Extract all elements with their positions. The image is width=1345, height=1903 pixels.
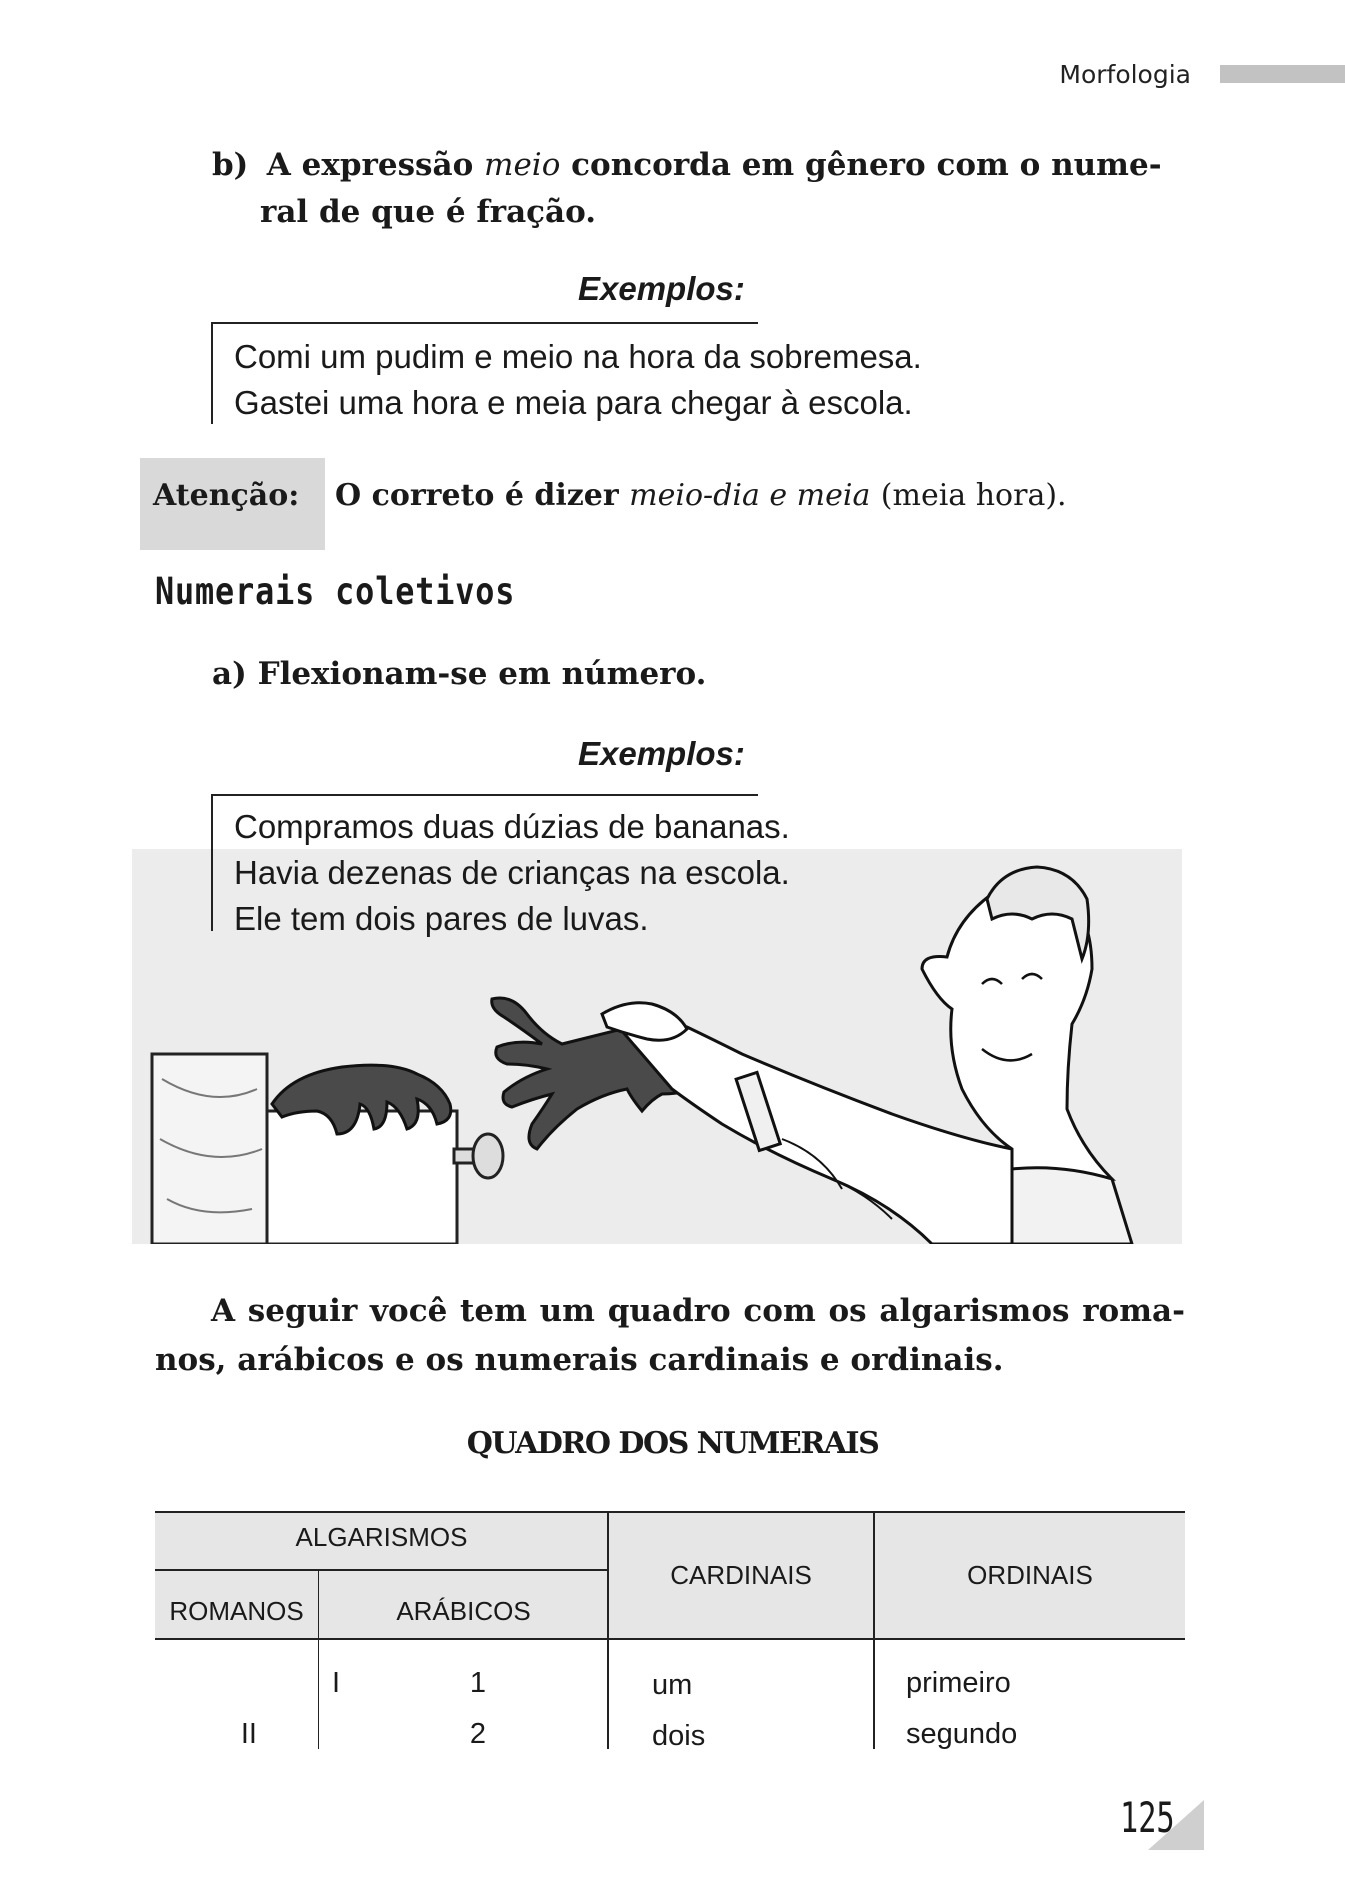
page-number: 125 — [1120, 1793, 1175, 1842]
table-title: QUADRO DOS NUMERAIS — [466, 1426, 879, 1461]
examples-heading-2: Exemplos: — [578, 735, 745, 772]
cell-arabic-1: 1 — [469, 1667, 486, 1699]
example-line: Ele tem dois pares de luvas. — [234, 900, 649, 937]
examples-box-2 — [211, 794, 790, 937]
item-a-text: Flexionam-se em número. — [257, 656, 707, 692]
section-title: Numerais coletivos — [155, 570, 516, 613]
header-arabicos: ARÁBICOS — [396, 1596, 531, 1626]
attention-label: Atenção: — [153, 478, 300, 513]
item-b-line2: ral de que é fração. — [260, 194, 597, 230]
running-head: Morfologia — [1059, 60, 1191, 89]
item-b-italic: meio — [484, 147, 561, 183]
example-line: Gastei uma hora e meia para chegar à escola. — [234, 384, 913, 421]
cell-ordinal-1: primeiro — [906, 1667, 1011, 1699]
table-header-rule — [155, 1638, 1185, 1640]
intro-paragraph — [155, 1287, 1185, 1385]
header-bar — [1220, 65, 1345, 83]
cell-arabic-2: 2 — [469, 1718, 486, 1750]
table-group-rule — [155, 1569, 608, 1571]
attention-text — [335, 478, 1067, 513]
examples-box-1 — [211, 322, 922, 424]
header-cardinais: CARDINAIS — [670, 1560, 812, 1590]
example-line: Compramos duas dúzias de bananas. — [234, 808, 790, 845]
cell-roman-1: I — [331, 1667, 340, 1699]
item-b — [212, 142, 1187, 236]
item-a-marker: a) — [212, 656, 247, 692]
header-algarismos: ALGARISMOS — [295, 1522, 468, 1552]
cell-ordinal-2: segundo — [906, 1718, 1018, 1750]
item-a — [212, 656, 706, 692]
intro-line-2: nos, arábicos e os numerais cardinais e ordinais. — [155, 1342, 1004, 1378]
cell-cardinal-1: um — [652, 1669, 693, 1701]
item-b-pre: A expressão — [266, 147, 474, 183]
attention-italic: meio-dia e meia — [629, 478, 871, 513]
example-line: Havia dezenas de crianças na escola. — [234, 854, 790, 891]
table-divider-romanos — [318, 1571, 319, 1749]
examples-heading-1: Exemplos: — [578, 270, 745, 307]
table-top-rule — [155, 1511, 1185, 1513]
intro-line-1: A seguir você tem um quadro com os algarismos roma- — [211, 1293, 1185, 1329]
item-b-marker: b) — [212, 147, 249, 183]
table-divider-cardinais — [873, 1511, 875, 1749]
item-b-post: concorda em gênero com o nume- — [571, 147, 1162, 183]
example-line: Comi um pudim e meio na hora da sobremesa. — [234, 338, 922, 375]
header-romanos: ROMANOS — [169, 1596, 304, 1626]
attention-post: (meia hora). — [880, 478, 1067, 513]
cell-cardinal-2: dois — [652, 1720, 706, 1752]
header-ordinais: ORDINAIS — [967, 1560, 1093, 1590]
attention-pre: O correto é dizer — [335, 478, 619, 513]
cell-roman-2: II — [240, 1718, 257, 1750]
